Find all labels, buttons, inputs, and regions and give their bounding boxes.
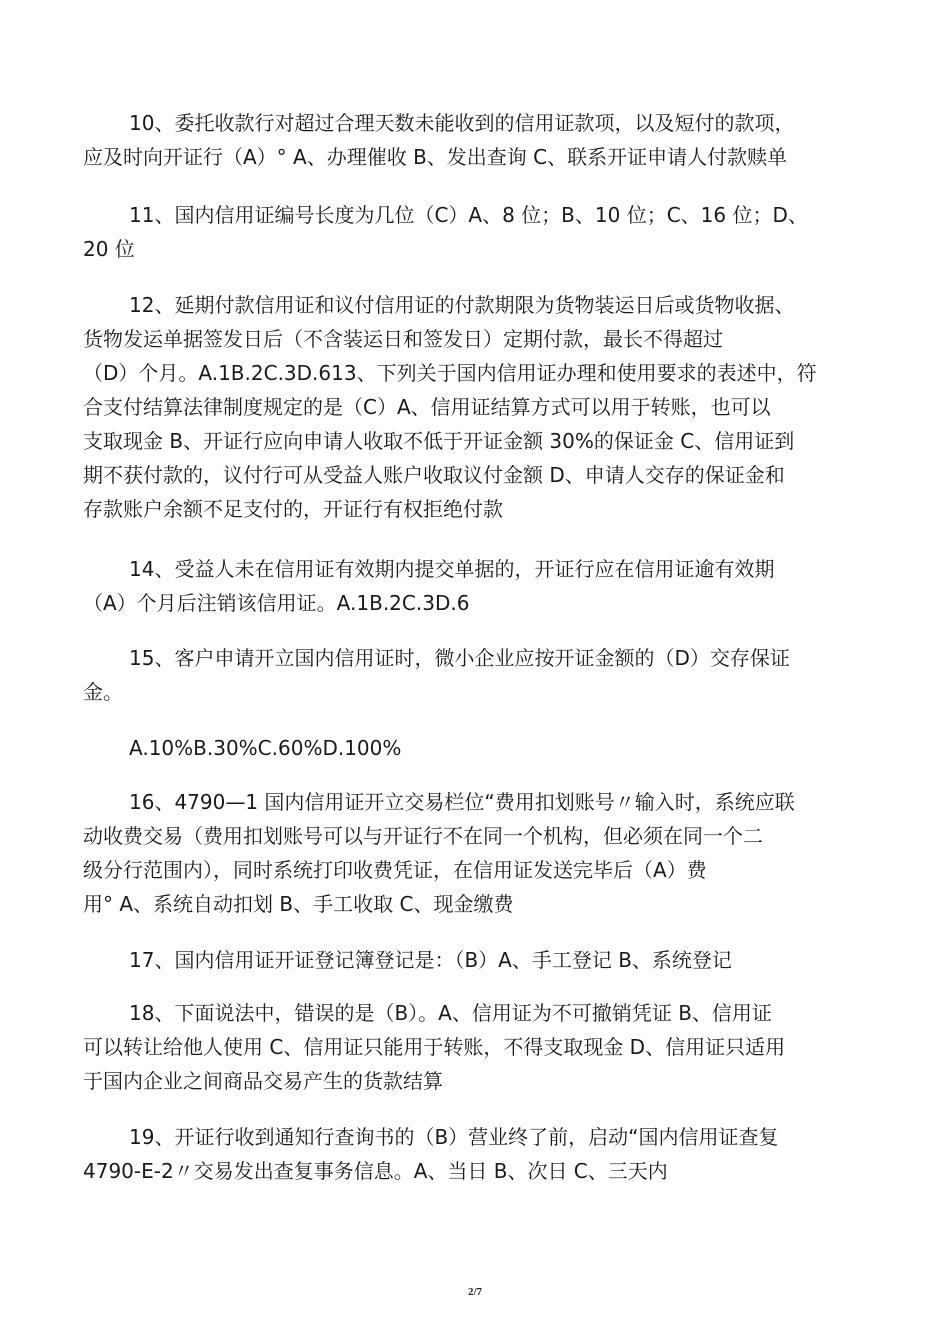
text-line: 10、委托收款行对超过合理天数未能收到的信用证款项，以及短付的款项， — [129, 111, 795, 135]
question-18 — [83, 996, 863, 1098]
text-line: （A）个月后注销该信用证。A.1B.2C.3D.6 — [83, 591, 470, 615]
text-line: A.10%B.30%C.60%D.100% — [129, 736, 402, 760]
text-line: （D）个月。A.1B.2C.3D.613、下列关于国内信用证办理和使用要求的表述中，符 — [83, 361, 817, 385]
question-15-options — [83, 731, 863, 765]
text-line: 4790-E-2〃交易发出查复事务信息。A、当日 B、次日 C、三天内 — [83, 1159, 668, 1183]
text-line: 19、开证行收到通知行查询书的（B）营业终了前，启动“国内信用证查复 — [129, 1125, 779, 1149]
question-17 — [83, 943, 863, 977]
text-line: 动收费交易（费用扣划账号可以与开证行不在同一个机构，但必须在同一个二 — [83, 824, 763, 848]
text-line: 15、客户申请开立国内信用证时，微小企业应按开证金额的（D）交存保证 — [129, 646, 790, 670]
text-line: 用° A、系统自动扣划 B、手工收取 C、现金缴费 — [83, 892, 514, 916]
text-line: 18、下面说法中，错误的是（B）。A、信用证为不可撤销凭证 B、信用证 — [129, 1001, 772, 1025]
question-12-13 — [83, 288, 863, 526]
question-16 — [83, 785, 863, 921]
text-line: 期不获付款的，议付行可从受益人账户收取议付金额 D、申请人交存的保证金和 — [83, 463, 785, 487]
text-line: 合支付结算法律制度规定的是（C）A、信用证结算方式可以用于转账，也可以 — [83, 395, 771, 419]
text-line: 11、国内信用证编号长度为几位（C）A、8 位；B、10 位；C、16 位；D、 — [129, 203, 808, 227]
text-line: 17、国内信用证开证登记簿登记是：（B）A、手工登记 B、系统登记 — [129, 948, 732, 972]
text-line: 金。 — [83, 680, 123, 704]
text-line: 于国内企业之间商品交易产生的货款结算 — [83, 1069, 443, 1093]
text-line: 16、4790—1 国内信用证开立交易栏位“费用扣划账号〃输入时，系统应联 — [129, 790, 795, 814]
text-line: 应及时向开证行（A）° A、办理催收 B、发出查询 C、联系开证申请人付款赎单 — [83, 145, 788, 169]
text-line: 可以转让给他人使用 C、信用证只能用于转账，不得支取现金 D、信用证只适用 — [83, 1035, 786, 1059]
question-15 — [83, 641, 863, 709]
text-line: 14、受益人未在信用证有效期内提交单据的，开证行应在信用证逾有效期 — [129, 557, 775, 581]
text-line: 存款账户余额不足支付的，开证行有权拒绝付款 — [83, 497, 503, 521]
text-line: 20 位 — [83, 237, 135, 261]
page-number: 2/7 — [467, 1286, 483, 1298]
text-line: 级分行范围内），同时系统打印收费凭证，在信用证发送完毕后（A）费 — [83, 858, 707, 882]
text-line: 12、延期付款信用证和议付信用证的付款期限为货物装运日后或货物收据、 — [129, 293, 795, 317]
text-line: 支取现金 B、开证行应向申请人收取不低于开证金额 30%的保证金 C、信用证到 — [83, 429, 795, 453]
text-line: 货物发运单据签发日后（不含装运日和签发日）定期付款，最长不得超过 — [83, 327, 723, 351]
question-19 — [83, 1120, 863, 1188]
question-14 — [83, 552, 863, 620]
question-10 — [83, 106, 863, 174]
question-11 — [83, 198, 863, 266]
